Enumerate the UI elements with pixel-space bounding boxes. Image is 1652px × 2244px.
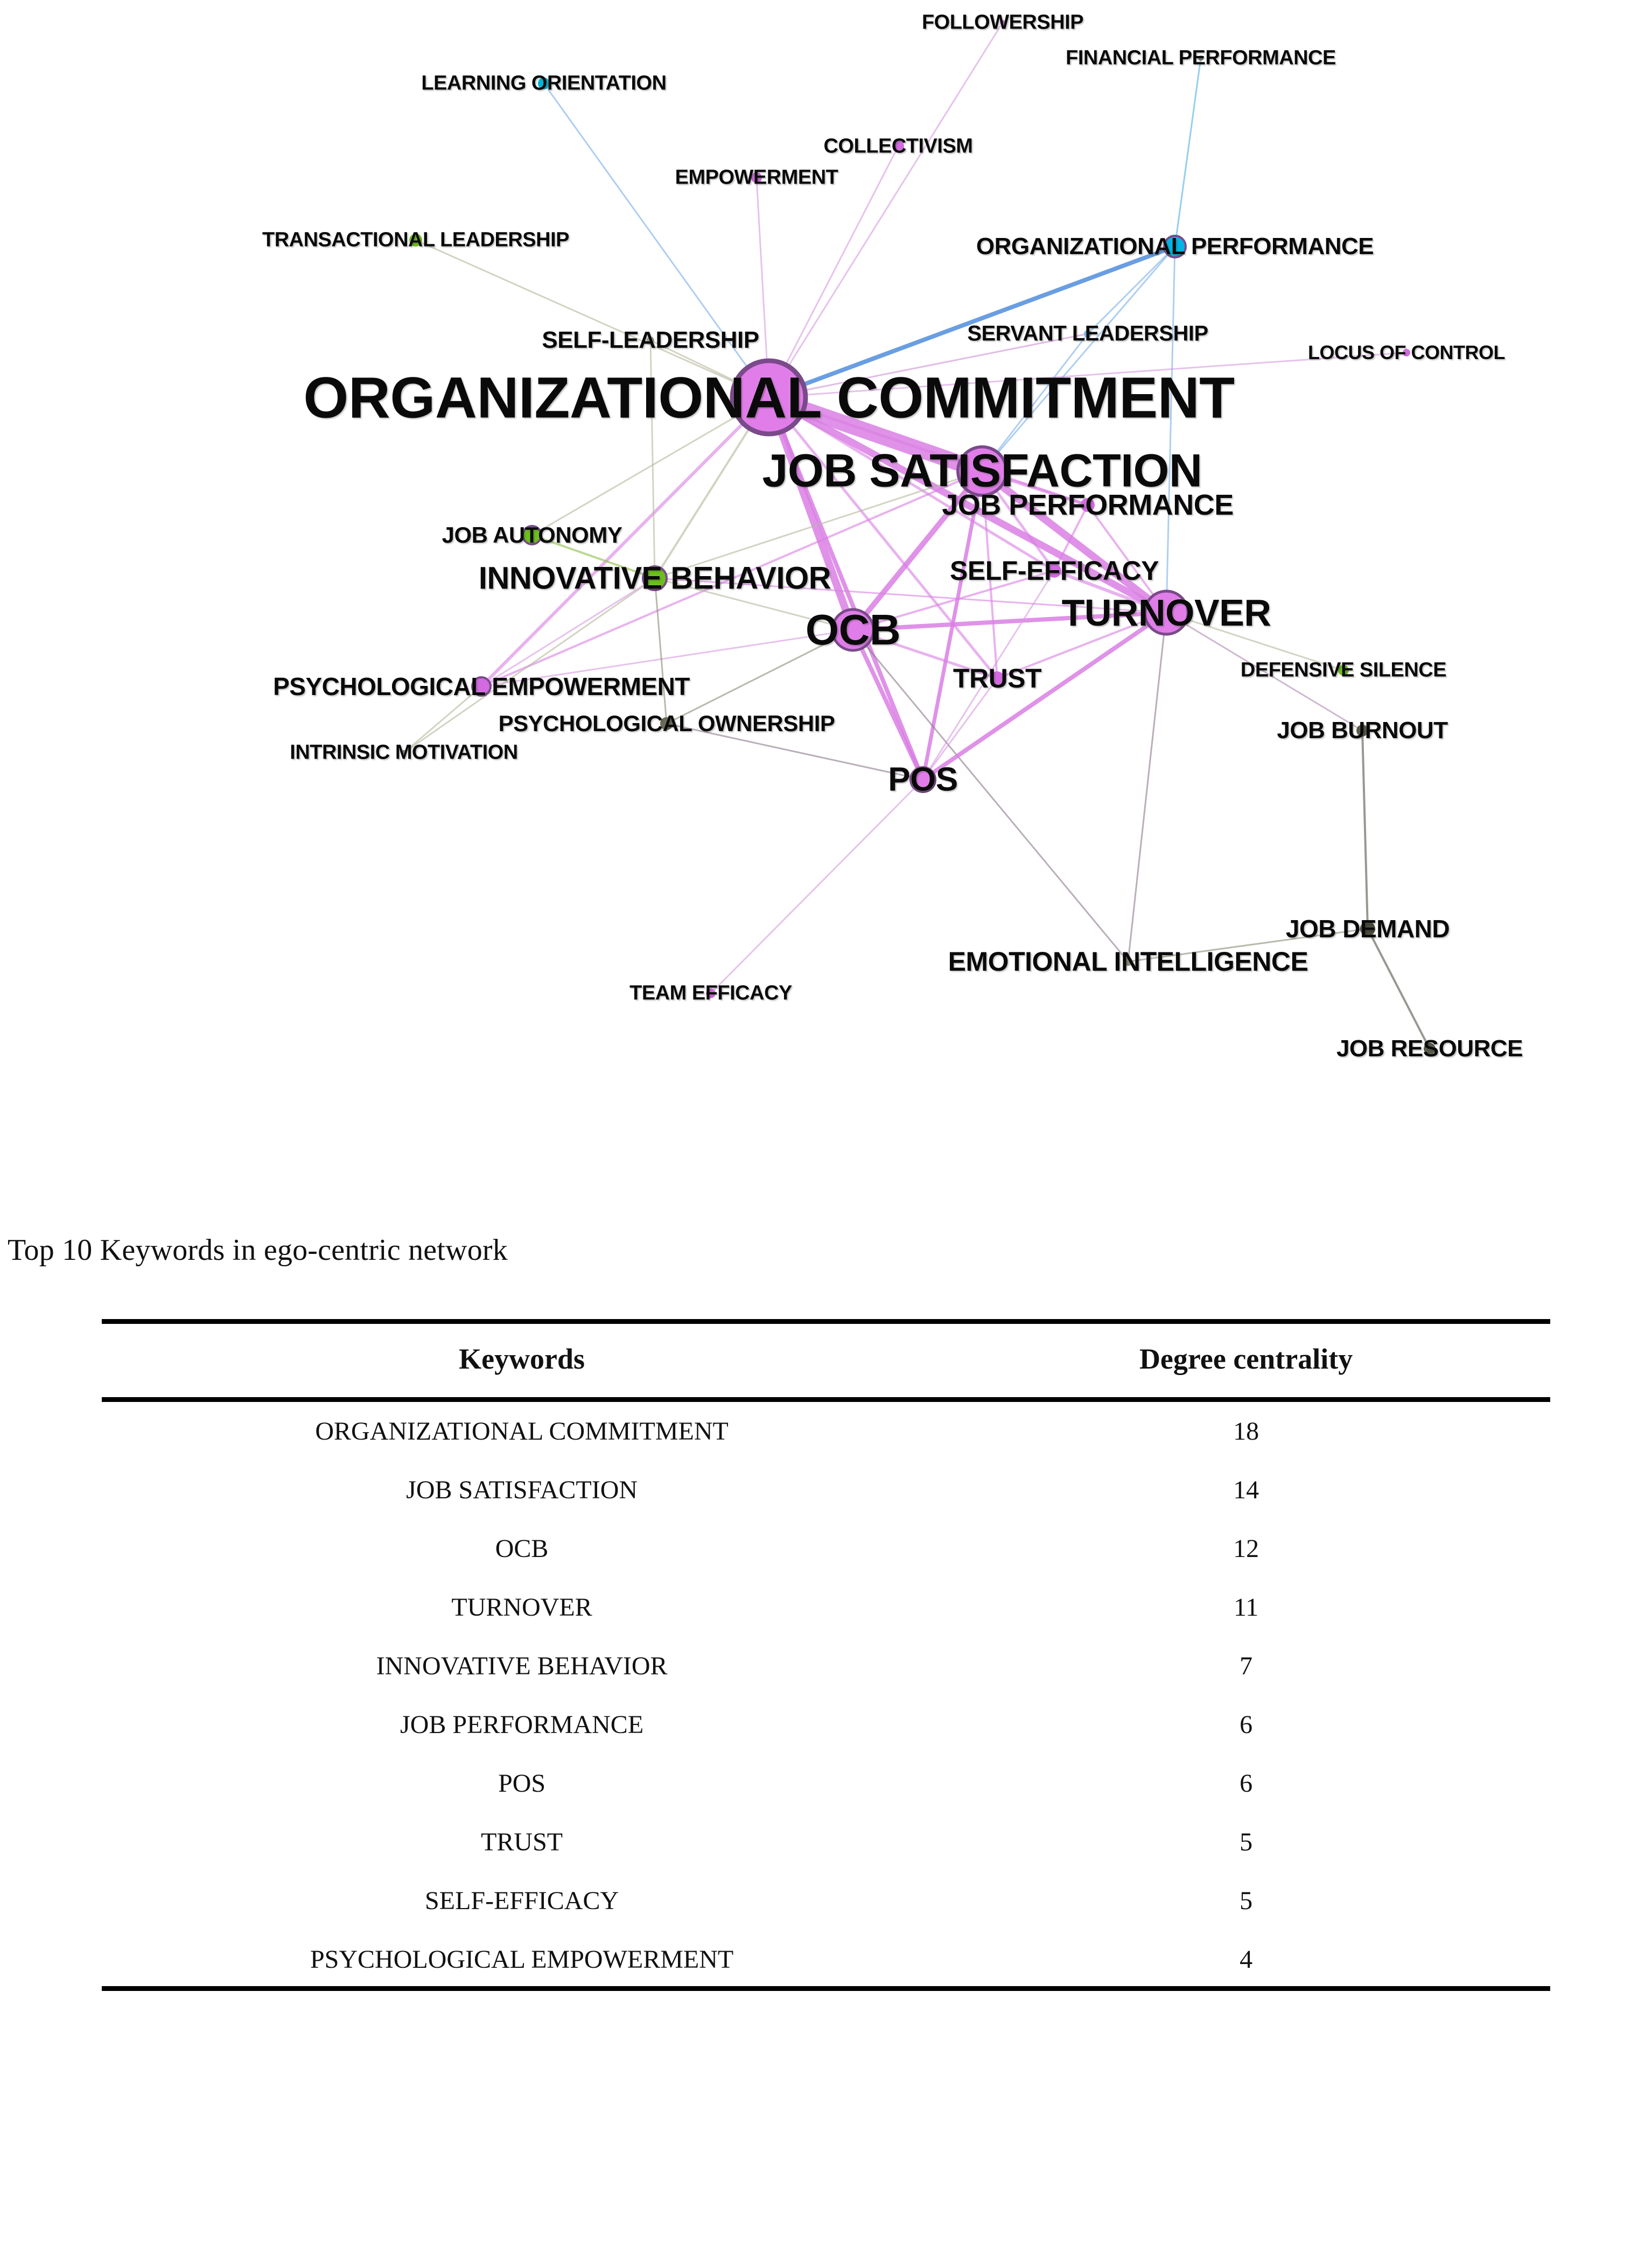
network-edge bbox=[769, 397, 1166, 613]
network-node-label: EMOTIONAL INTELLIGENCE bbox=[948, 946, 1308, 977]
network-node-label: ORGANIZATIONAL PERFORMANCE bbox=[976, 233, 1374, 260]
network-node bbox=[401, 750, 407, 755]
network-edge bbox=[982, 334, 1088, 471]
network-edge bbox=[1166, 613, 1343, 670]
network-edge bbox=[544, 83, 769, 397]
network-node bbox=[472, 677, 491, 696]
network-node-label: OCB bbox=[805, 606, 901, 654]
network-node-label: FOLLOWERSHIP bbox=[921, 11, 1084, 34]
table-row bbox=[102, 1695, 1550, 1754]
network-node bbox=[832, 609, 873, 650]
network-node bbox=[523, 526, 541, 544]
table-head bbox=[102, 1322, 1550, 1400]
table-header-row bbox=[102, 1322, 1550, 1400]
network-node-label: COLLECTIVISM bbox=[823, 135, 973, 158]
column-header-keywords: Keywords bbox=[102, 1322, 942, 1400]
network-node-label: FINANCIAL PERFORMANCE bbox=[1066, 46, 1336, 69]
network-node bbox=[643, 566, 667, 590]
network-edge bbox=[853, 630, 923, 780]
network-node-label: PSYCHOLOGICAL OWNERSHIP bbox=[498, 711, 835, 736]
ego-centric-network-figure bbox=[0, 0, 1652, 1120]
cell-keyword: POS bbox=[498, 1769, 546, 1798]
network-node-label: SELF-EFFICACY bbox=[950, 556, 1159, 586]
network-edge bbox=[711, 780, 923, 993]
network-edge bbox=[404, 686, 481, 753]
cell-degree-centrality: 18 bbox=[1233, 1417, 1259, 1446]
network-edge bbox=[1368, 929, 1430, 1049]
network-node-label: INNOVATIVE BEHAVIOR bbox=[478, 560, 831, 596]
network-edge bbox=[769, 397, 923, 780]
cell-keyword: JOB SATISFACTION bbox=[406, 1476, 638, 1504]
cell-keyword: INNOVATIVE BEHAVIOR bbox=[376, 1652, 668, 1680]
network-node bbox=[1124, 957, 1132, 966]
network-node bbox=[751, 172, 762, 183]
cell-keyword: SELF-EFFICACY bbox=[425, 1887, 619, 1915]
network-edge bbox=[1128, 613, 1166, 962]
top-keywords-table bbox=[102, 1319, 1550, 1991]
network-node-label: INTRINSIC MOTIVATION bbox=[290, 741, 518, 764]
network-node-label: EMPOWERMENT bbox=[675, 166, 838, 189]
network-node bbox=[1145, 591, 1188, 634]
network-node-label: SELF-LEADERSHIP bbox=[542, 327, 759, 353]
network-edge bbox=[1088, 247, 1175, 334]
network-node bbox=[1000, 20, 1005, 25]
cell-keyword: TURNOVER bbox=[451, 1593, 592, 1622]
network-edge bbox=[650, 340, 655, 578]
table-row bbox=[102, 1813, 1550, 1871]
network-edge bbox=[1175, 58, 1201, 247]
network-edge bbox=[655, 578, 853, 630]
network-edge bbox=[655, 578, 667, 724]
network-graph-svg bbox=[0, 0, 1652, 1120]
network-node bbox=[1164, 236, 1186, 257]
network-edge bbox=[923, 613, 1166, 780]
network-node-label: LOCUS OF CONTROL bbox=[1308, 341, 1505, 363]
network-node-label: JOB RESOURCE bbox=[1336, 1035, 1523, 1062]
cell-degree-centrality: 14 bbox=[1233, 1476, 1259, 1504]
network-node-label: TRUST bbox=[953, 663, 1042, 693]
network-node-label: TEAM EFFICACY bbox=[629, 981, 792, 1005]
network-node-label: JOB BURNOUT bbox=[1277, 717, 1448, 744]
network-node-label: SERVANT LEADERSHIP bbox=[967, 321, 1208, 346]
column-header-degree-centrality: Degree centrality bbox=[942, 1322, 1550, 1400]
network-node-label: JOB SATISFACTION bbox=[762, 445, 1202, 497]
network-edge bbox=[769, 146, 898, 397]
network-edge bbox=[416, 240, 769, 397]
network-edge bbox=[1166, 247, 1175, 613]
network-node-label: POS bbox=[888, 761, 958, 798]
network-node bbox=[990, 671, 1004, 685]
network-node bbox=[892, 141, 904, 152]
network-edge bbox=[1166, 613, 1362, 731]
network-node bbox=[1338, 665, 1349, 676]
network-node bbox=[1047, 564, 1061, 578]
network-node-label: TURNOVER bbox=[1061, 592, 1271, 634]
network-edge bbox=[769, 23, 1003, 397]
network-node bbox=[1081, 498, 1095, 512]
network-node bbox=[1084, 330, 1091, 338]
cell-keyword: JOB PERFORMANCE bbox=[400, 1710, 644, 1739]
network-edge bbox=[667, 724, 923, 780]
table-row bbox=[102, 1461, 1550, 1519]
network-edge bbox=[769, 353, 1406, 397]
network-node bbox=[911, 767, 935, 792]
network-edge bbox=[1128, 929, 1368, 962]
node-layer bbox=[401, 20, 1436, 1055]
network-node bbox=[409, 234, 422, 247]
cell-degree-centrality: 5 bbox=[1240, 1828, 1253, 1856]
network-node bbox=[1198, 55, 1203, 61]
table-row bbox=[102, 1871, 1550, 1930]
network-edge bbox=[853, 471, 982, 630]
network-node bbox=[1356, 725, 1368, 737]
network-node bbox=[1403, 349, 1410, 356]
network-node bbox=[660, 717, 673, 730]
table-row bbox=[102, 1578, 1550, 1637]
edge-layer bbox=[404, 23, 1430, 1049]
network-node-label: JOB AUTONOMY bbox=[442, 522, 622, 548]
network-node bbox=[706, 988, 716, 998]
network-edge bbox=[769, 247, 1175, 397]
network-edge bbox=[982, 471, 997, 678]
network-node-label: LEARNING ORIENTATION bbox=[421, 72, 667, 95]
network-node bbox=[538, 78, 550, 89]
network-node-label: DEFENSIVE SILENCE bbox=[1240, 658, 1447, 682]
network-edge bbox=[655, 471, 982, 578]
cell-degree-centrality: 4 bbox=[942, 1930, 1550, 1989]
cell-keyword: OCB bbox=[495, 1534, 549, 1563]
table-row bbox=[102, 1637, 1550, 1695]
network-edge bbox=[769, 334, 1088, 397]
network-node bbox=[958, 447, 1006, 495]
cell-degree-centrality: 11 bbox=[1233, 1593, 1259, 1622]
table-row bbox=[102, 1754, 1550, 1813]
keywords-table-block bbox=[0, 1233, 1652, 1991]
table-caption: Top 10 Keywords in ego-centric network bbox=[8, 1233, 508, 1267]
network-node bbox=[647, 336, 654, 344]
cell-degree-centrality: 7 bbox=[1240, 1652, 1253, 1680]
cell-degree-centrality: 5 bbox=[1240, 1887, 1253, 1915]
network-edge bbox=[478, 471, 982, 686]
cell-keyword: ORGANIZATIONAL COMMITMENT bbox=[315, 1417, 729, 1446]
network-edge bbox=[1362, 731, 1368, 929]
network-node-label: JOB PERFORMANCE bbox=[942, 489, 1234, 521]
network-node-label: ORGANIZATIONAL COMMITMENT bbox=[303, 364, 1235, 430]
cell-degree-centrality: 12 bbox=[1233, 1534, 1259, 1563]
network-node bbox=[732, 361, 806, 434]
network-edge bbox=[481, 578, 655, 686]
network-node bbox=[1424, 1043, 1436, 1055]
network-node-label: PSYCHOLOGICAL EMPOWERMENT bbox=[273, 672, 690, 700]
table-row bbox=[102, 1400, 1550, 1461]
table-row bbox=[102, 1930, 1550, 1989]
network-node-label: JOB DEMAND bbox=[1285, 915, 1450, 943]
network-node-label: TRANSACTIONAL LEADERSHIP bbox=[262, 228, 569, 251]
network-node bbox=[1360, 921, 1375, 936]
cell-degree-centrality: 6 bbox=[1240, 1710, 1253, 1739]
table-row bbox=[102, 1519, 1550, 1578]
network-edge bbox=[982, 471, 1166, 613]
cell-degree-centrality: 6 bbox=[1240, 1769, 1253, 1798]
table-body bbox=[102, 1400, 1550, 1989]
cell-keyword: PSYCHOLOGICAL EMPOWERMENT bbox=[102, 1930, 942, 1989]
cell-keyword: TRUST bbox=[481, 1828, 563, 1856]
